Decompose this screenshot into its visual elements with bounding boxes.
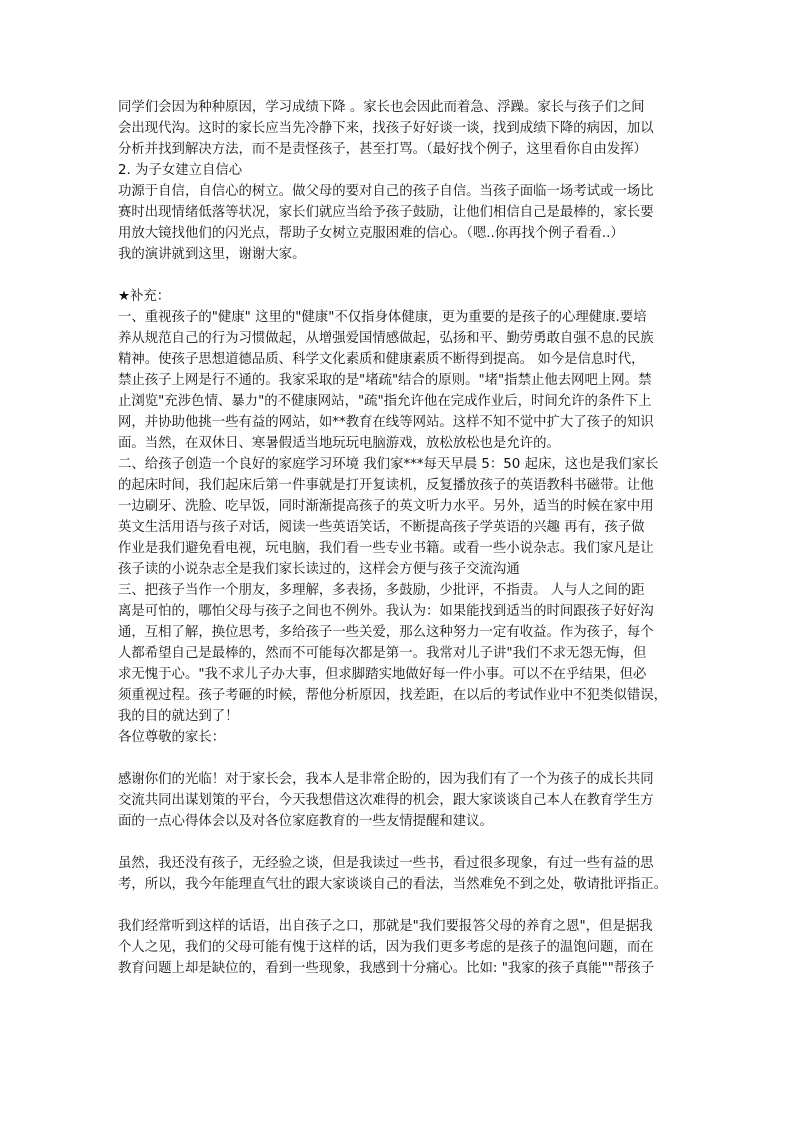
text-line: 同学们会因为种种原因，学习成绩下降 。家长也会因此而着急、浮躁。家长与孩子们之间 <box>118 100 645 115</box>
text-line: 各位尊敬的家长： <box>118 730 226 745</box>
document-body <box>118 97 684 979</box>
paragraph-thanks <box>118 769 684 832</box>
paragraph-environment <box>118 454 684 580</box>
text-line: 交流共同出谋划策的平台，今天我想借这次难得的机会，跟大家谈谈自己本人在教育学生方 <box>118 793 654 808</box>
text-line: 教育问题上却是缺位的，看到一些现象，我感到十分痛心。比如: "我家的孩子真能""帮孩子 <box>118 961 655 976</box>
text-line: 人都希望自己是最棒的，然而不可能每次都是第一。我常对儿子讲"我们不求无怨无悔，但 <box>118 646 647 661</box>
paragraph-modesty <box>118 853 684 895</box>
text-line: 我的演讲就到这里，谢谢大家。 <box>118 247 306 262</box>
heading-supplement <box>118 286 684 307</box>
paragraph-health <box>118 307 684 454</box>
paragraph-intro-continued <box>118 97 684 160</box>
text-line: 我们经常听到这样的话语，出自孩子之口，那就是"我们要报答父母的养育之恩"，但是据我 <box>118 919 653 934</box>
paragraph-gap <box>118 265 684 286</box>
text-line: 求无愧于心。"我不求儿子办大事，但求脚踏实地做好每一件小事。可以不在乎结果，但必 <box>118 667 647 682</box>
paragraph-friend <box>118 580 684 727</box>
text-line: 网，并协助他挑一些有益的网站，如**教育在线等网站。这样不知不觉中扩大了孩子的知识 <box>118 415 654 430</box>
text-line: 分析并找到解决方法，而不是责怪孩子，甚至打骂。（最好找个例子，这里看你自由发挥） <box>118 142 647 157</box>
salutation <box>118 727 684 748</box>
text-line: 的起床时间，我们起床后第一件事就是打开复读机，反复播放孩子的英语教科书磁带。让他 <box>118 478 654 493</box>
text-line: 孩子读的小说杂志全是我们家长读过的，这样会方便与孩子交流沟通 <box>118 562 520 577</box>
text-line: 英文生活用语与孩子对话，阅读一些英语笑话，不断提高孩子学英语的兴趣 再有，孩子做 <box>118 520 645 535</box>
paragraph-gap <box>118 832 684 853</box>
text-line: 我的目的就达到了！ <box>118 709 239 724</box>
text-line: 须重视过程。孩子考砸的时候，帮他分析原因，找差距，在以后的考试作业中不犯类似错误， <box>118 688 668 703</box>
text-line: 2. 为子女建立自信心 <box>118 163 243 178</box>
text-line: 二、给孩子创造一个良好的家庭学习环境 我们家***每天早晨 5：50 起床，这也是我们家长 <box>118 457 659 472</box>
paragraph-gap <box>118 748 684 769</box>
text-line: 感谢你们的光临！对于家长会，我本人是非常企盼的，因为我们有了一个为孩子的成长共同 <box>118 772 654 787</box>
text-line: 作业是我们避免看电视，玩电脑，我们看一些专业书籍。或看一些小说杂志。我们家凡是让 <box>118 541 654 556</box>
text-line: 精神。使孩子思想道德品质、科学文化素质和健康素质不断得到提高。 如今是信息时代， <box>118 352 645 367</box>
text-line: 面的一点心得体会以及对各位家庭教育的一些友情提醒和建议。 <box>118 814 493 829</box>
paragraph-confidence <box>118 181 684 244</box>
text-line: 会出现代沟。这时的家长应当先冷静下来，找孩子好好谈一谈，找到成绩下降的病因，加以 <box>118 121 654 136</box>
text-line: 禁止孩子上网是行不通的。我家采取的是"堵疏"结合的原则。"堵"指禁止他去网吧上网。禁 <box>118 373 652 388</box>
text-line: 一、重视孩子的"健康" 这里的"健康"不仅指身体健康，更为重要的是孩子的心理健康.要培 <box>118 310 647 325</box>
paragraph-gap <box>118 895 684 916</box>
heading-confidence <box>118 160 684 181</box>
text-line: 个人之见，我们的父母可能有愧于这样的话，因为我们更多考虑的是孩子的温饱问题，而在 <box>118 940 654 955</box>
text-line: 虽然，我还没有孩子，无经验之谈，但是我读过一些书，看过很多现象，有过一些有益的思 <box>118 856 654 871</box>
text-line: 三、把孩子当作一个朋友，多理解，多表扬，多鼓励，少批评，不指责。 人与人之间的距 <box>118 583 645 598</box>
text-line: 止浏览"充涉色情、暴力"的不健康网站，"疏"指允许他在完成作业后，时间允许的条件下上 <box>118 394 652 409</box>
text-line: 考，所以，我今年能理直气壮的跟大家谈谈自己的看法，当然难免不到之处，敬请批评指正。 <box>118 877 668 892</box>
text-line: 面。当然，在双休日、寒暑假适当地玩玩电脑游戏，放松放松也是允许的。 <box>118 436 560 451</box>
text-line: 用放大镜找他们的闪光点，帮助子女树立克服困难的信心。（嗯..你再找个例子看看..） <box>118 226 624 241</box>
paragraph-closing <box>118 244 684 265</box>
paragraph-gratitude <box>118 916 684 979</box>
text-line: ★补充： <box>118 289 171 304</box>
text-line: 功源于自信，自信心的树立。做父母的要对自己的孩子自信。当孩子面临一场考试或一场比 <box>118 184 654 199</box>
text-line: 通，互相了解，换位思考，多给孩子一些关爱，那么这种努力一定有收益。作为孩子，每个 <box>118 625 654 640</box>
text-line: 赛时出现情绪低落等状况，家长们就应当给予孩子鼓励，让他们相信自己是最棒的，家长要 <box>118 205 654 220</box>
text-line: 养从规范自己的行为习惯做起，从增强爱国情感做起，弘扬和平、勤劳勇敢自强不息的民族 <box>118 331 654 346</box>
text-line: 一边刷牙、洗脸、吃早饭，同时渐渐提高孩子的英文听力水平。另外，适当的时候在家中用 <box>118 499 654 514</box>
text-line: 离是可怕的，哪怕父母与孩子之间也不例外。我认为：如果能找到适当的时间跟孩子好好沟 <box>118 604 654 619</box>
